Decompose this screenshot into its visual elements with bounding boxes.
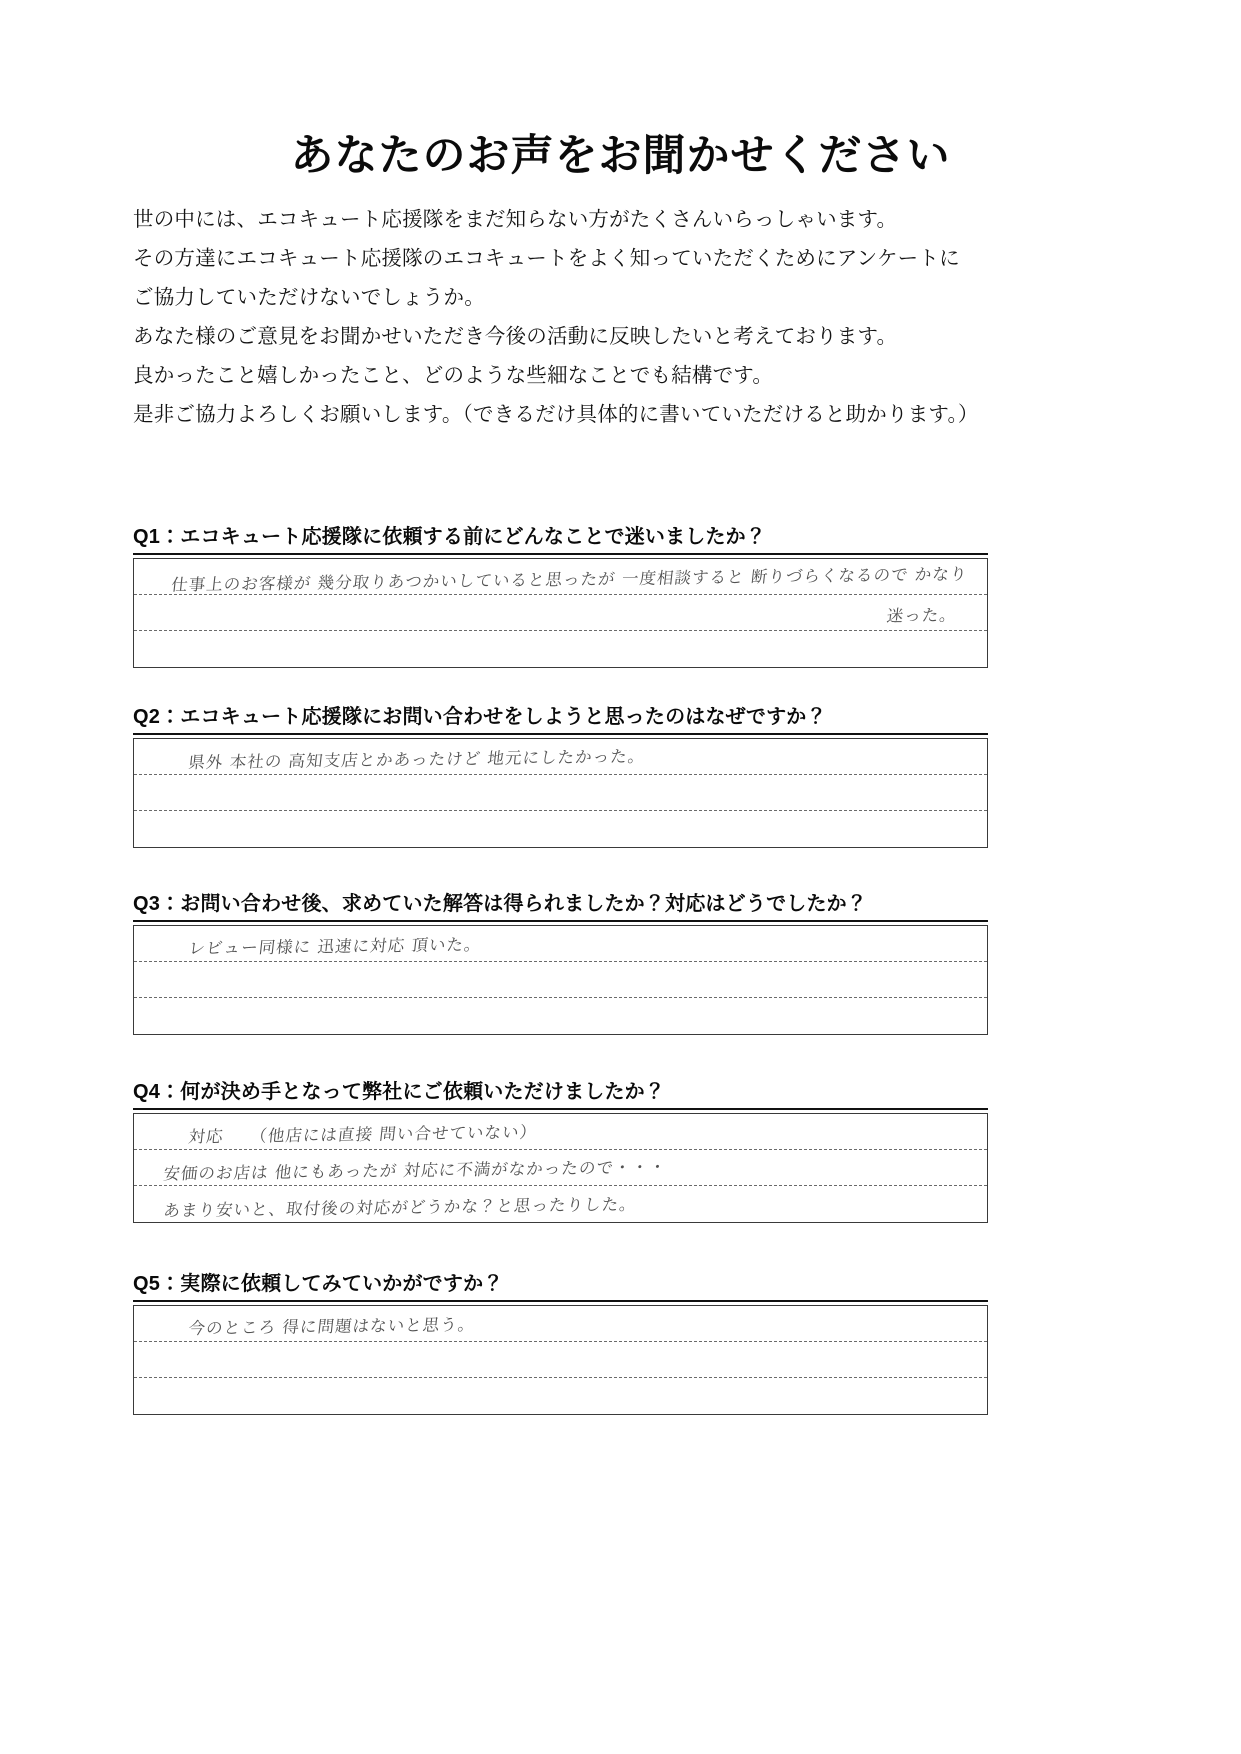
intro-line: ご協力していただけないでしょうか。 <box>133 286 485 309</box>
answer-line[interactable] <box>134 811 987 847</box>
answer-box-q2[interactable] <box>133 738 988 848</box>
answer-line[interactable] <box>134 926 987 962</box>
question-section-q4 <box>133 1075 988 1223</box>
answer-line[interactable] <box>134 962 987 998</box>
answer-line[interactable] <box>134 595 987 631</box>
handwritten-answer: 迷った。 <box>885 605 958 626</box>
answer-box-q5[interactable] <box>133 1305 988 1415</box>
handwritten-answer: 対応 （他店には直接 問い合せていない） <box>187 1122 539 1147</box>
question-heading-q3: Q3：お問い合わせ後、求めていた解答は得られましたか？対応はどうでしたか？ <box>133 887 988 922</box>
intro-paragraph <box>133 200 1103 434</box>
answer-line[interactable] <box>134 1114 987 1150</box>
answer-box-q1[interactable] <box>133 558 988 668</box>
question-section-q5 <box>133 1267 988 1415</box>
answer-line[interactable] <box>134 1378 987 1414</box>
handwritten-answer: あまり安いと、取付後の対応がどうかな？と思ったりした。 <box>162 1194 638 1221</box>
handwritten-answer: 安価のお店は 他にもあったが 対応に不満がなかったので・・・ <box>162 1157 668 1184</box>
handwritten-answer: 今のところ 得に問題はないと思う。 <box>187 1315 477 1338</box>
answer-line[interactable] <box>134 1186 987 1222</box>
answer-line[interactable] <box>134 559 987 595</box>
question-section-q2 <box>133 700 988 848</box>
answer-box-q4[interactable] <box>133 1113 988 1223</box>
intro-line: 良かったこと嬉しかったこと、どのような些細なことでも結構です。 <box>133 364 774 387</box>
handwritten-answer: 仕事上のお客様が 幾分取りあつかいしていると思ったが 一度相談すると 断りづらくなるので かなり <box>170 564 969 595</box>
answer-line[interactable] <box>134 1342 987 1378</box>
answer-line[interactable] <box>134 775 987 811</box>
intro-line: 世の中には、エコキュート応援隊をまだ知らない方がたくさんいらっしゃいます。 <box>133 208 898 231</box>
answer-line[interactable] <box>134 1306 987 1342</box>
question-section-q1 <box>133 520 988 668</box>
question-heading-q4: Q4：何が決め手となって弊社にご依頼いただけましたか？ <box>133 1075 988 1110</box>
handwritten-answer: レビュー同様に 迅速に対応 頂いた。 <box>187 934 483 959</box>
answer-box-q3[interactable] <box>133 925 988 1035</box>
question-heading-q1: Q1：エコキュート応援隊に依頼する前にどんなことで迷いましたか？ <box>133 520 988 555</box>
answer-line[interactable] <box>134 998 987 1034</box>
intro-line: 是非ご協力よろしくお願いします。（できるだけ具体的に書いていただけると助かります。） <box>133 403 979 426</box>
page-title: あなたのお声をお聞かせください <box>290 131 951 180</box>
handwritten-answer: 県外 本社の 高知支店とかあったけど 地元にしたかった。 <box>187 746 647 773</box>
intro-line: その方達にエコキュート応援隊のエコキュートをよく知っていただくためにアンケートに <box>133 247 960 270</box>
intro-line: あなた様のご意見をお聞かせいただき今後の活動に反映したいと考えております。 <box>133 325 898 348</box>
question-heading-q5: Q5：実際に依頼してみていかがですか？ <box>133 1267 988 1302</box>
question-heading-q2: Q2：エコキュート応援隊にお問い合わせをしようと思ったのはなぜですか？ <box>133 700 988 735</box>
answer-line[interactable] <box>134 1150 987 1186</box>
answer-line[interactable] <box>134 739 987 775</box>
question-section-q3 <box>133 887 988 1035</box>
answer-line[interactable] <box>134 631 987 667</box>
